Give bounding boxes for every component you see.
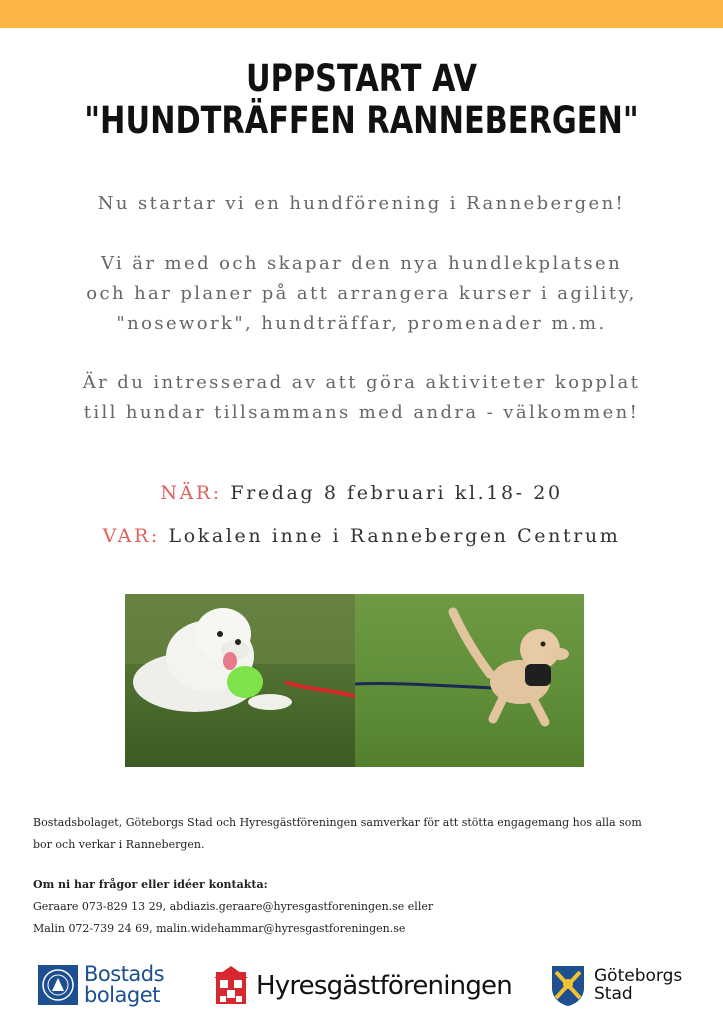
event-when bbox=[0, 482, 723, 504]
intro-p2-line1: Vi är med och skapar den nya hundlekplatsen bbox=[100, 253, 623, 274]
goteborgs-line-2: Stad bbox=[594, 984, 633, 1004]
hyresgastforeningen-house-icon bbox=[214, 966, 248, 1006]
intro-p2-line2: och har planer på att arrangera kurser i agility, bbox=[86, 283, 637, 304]
when-label: NÄR: bbox=[160, 482, 222, 504]
bostadsbolaget-logo bbox=[38, 964, 164, 1006]
partner-logos bbox=[0, 958, 723, 1014]
dog-photos bbox=[125, 594, 584, 767]
contact-line-2: Malin 072-739 24 69, malin.widehammar@hyresgastforeningen.se bbox=[33, 922, 406, 935]
bostadsbolaget-wordmark bbox=[84, 964, 164, 1006]
goteborgs-stad-wordmark bbox=[594, 967, 682, 1003]
white-dog-illustration bbox=[125, 594, 355, 767]
contact-heading: Om ni har frågor eller idéer kontakta: bbox=[33, 878, 268, 891]
bostadsbolaget-line-1: Bostads bbox=[84, 962, 165, 986]
where-value: Lokalen inne i Rannebergen Centrum bbox=[168, 525, 621, 547]
intro-p1: Nu startar vi en hundförening i Rannebergen! bbox=[97, 193, 626, 214]
intro-p3-line1: Är du intresserad av att göra aktiviteter kopplat bbox=[82, 372, 641, 393]
collaboration-text bbox=[33, 812, 693, 856]
intro-paragraph-3 bbox=[0, 368, 723, 428]
hyresgastforeningen-logo bbox=[214, 966, 512, 1006]
hyresgastforeningen-wordmark: Hyresgästföreningen bbox=[256, 971, 512, 1001]
photo-white-dog bbox=[125, 594, 355, 767]
title-line-1: UPPSTART AV bbox=[246, 57, 477, 100]
bostadsbolaget-seal-icon bbox=[38, 965, 78, 1005]
where-label: VAR: bbox=[102, 525, 160, 547]
when-value: Fredag 8 februari kl.18- 20 bbox=[230, 482, 563, 504]
collab-line-2: bor och verkar i Rannebergen. bbox=[33, 838, 205, 851]
top-accent-bar bbox=[0, 0, 723, 28]
goteborg-shield-icon bbox=[550, 964, 586, 1006]
poodle-illustration bbox=[355, 594, 585, 767]
goteborgs-stad-logo bbox=[550, 964, 682, 1006]
intro-p3-line2: till hundar tillsammans med andra - välkommen! bbox=[83, 402, 640, 423]
goteborgs-line-1: Göteborgs bbox=[594, 966, 683, 986]
event-where bbox=[0, 525, 723, 547]
collab-line-1: Bostadsbolaget, Göteborgs Stad och Hyresgästföreningen samverkar för att stötta engagemang hos alla som bbox=[33, 816, 642, 829]
intro-paragraph-1 bbox=[0, 189, 723, 219]
intro-p2-line3: "nosework", hundträffar, promenader m.m. bbox=[116, 313, 607, 334]
page-title bbox=[65, 58, 658, 142]
photo-poodle bbox=[355, 594, 585, 767]
bostadsbolaget-line-2: bolaget bbox=[84, 983, 160, 1007]
intro-paragraph-2 bbox=[0, 249, 723, 339]
title-line-2: "HUNDTRÄFFEN RANNEBERGEN" bbox=[84, 99, 639, 142]
contact-line-1: Geraare 073-829 13 29, abdiazis.geraare@hyresgastforeningen.se eller bbox=[33, 900, 434, 913]
contact-block bbox=[33, 874, 693, 940]
